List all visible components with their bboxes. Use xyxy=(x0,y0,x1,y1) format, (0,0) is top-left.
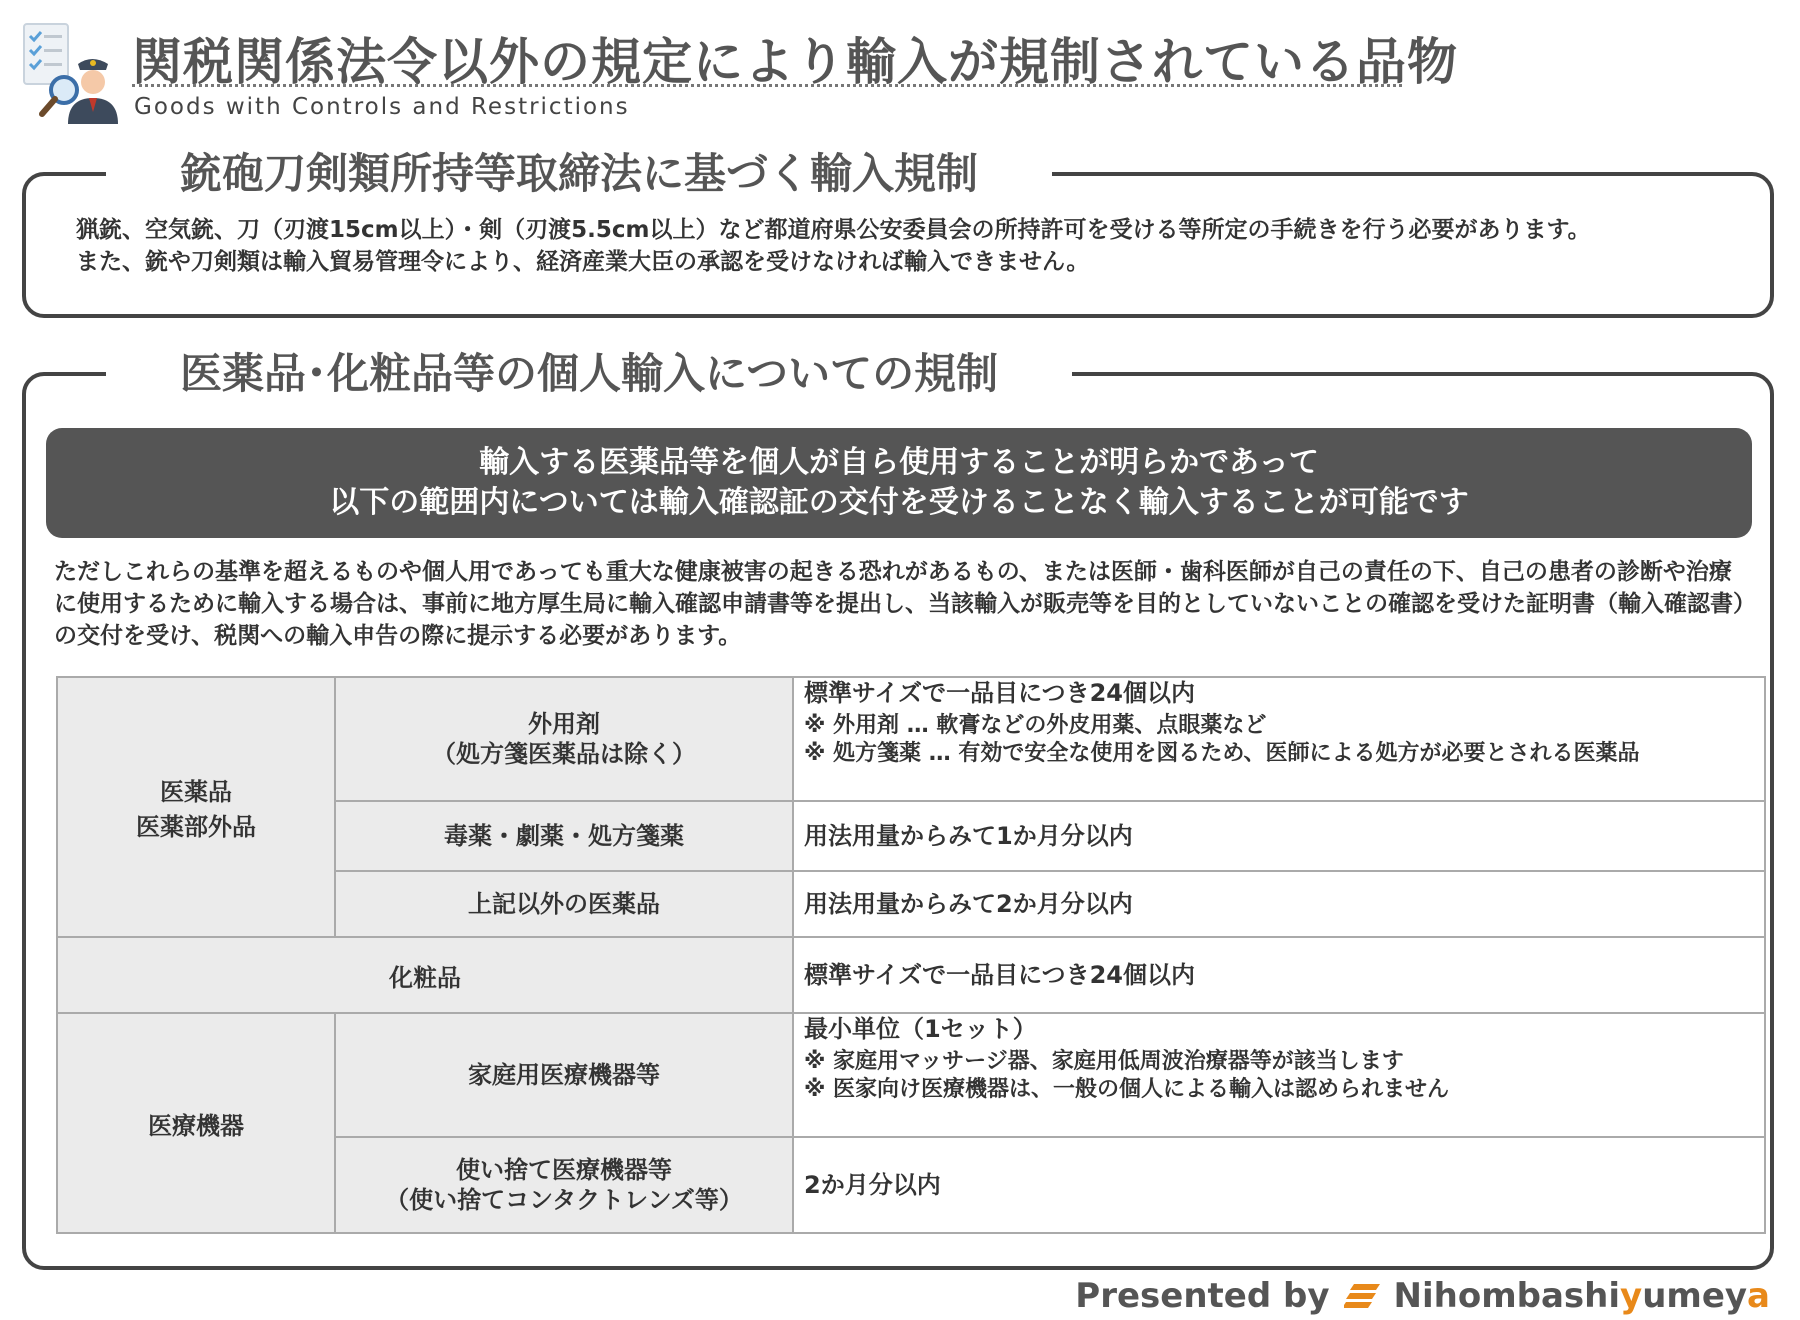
subcategory-external xyxy=(335,677,793,801)
limit-note: ※ 外用剤 … 軟膏などの外皮用薬、点眼薬など xyxy=(804,713,1267,738)
limit-notes xyxy=(804,712,1754,768)
table-row xyxy=(57,677,1765,801)
brand-name-part: umey xyxy=(1642,1276,1748,1316)
limit-note: ※ 医家向け医療機器は、一般の個人による輸入は認められません xyxy=(804,1077,1450,1102)
subcategory-label: （処方箋医薬品は除く） xyxy=(432,740,696,768)
limit-note: ※ 処方箋薬 … 有効で安全な使用を図るため、医師による処方が必要とされる医薬品 xyxy=(804,741,1640,766)
limit-external xyxy=(793,677,1765,801)
page-subtitle: Goods with Controls and Restrictions xyxy=(134,94,630,120)
limit-other-pharma: 用法用量からみて2か月分以内 xyxy=(793,871,1765,937)
title-divider xyxy=(132,84,1402,87)
subcategory-other-pharma: 上記以外の医薬品 xyxy=(335,871,793,937)
limit-cosmetics: 標準サイズで一品目につき24個以内 xyxy=(793,937,1765,1013)
brand-name-highlight: a xyxy=(1747,1276,1770,1316)
limit-value: 最小単位（1セット） xyxy=(804,1015,1037,1043)
category-devices: 医療機器 xyxy=(57,1013,335,1233)
subcategory-label: 外用剤 xyxy=(528,710,600,738)
limit-home-device xyxy=(793,1013,1765,1137)
limit-notes xyxy=(804,1048,1754,1104)
brand-name-highlight: y xyxy=(1620,1276,1643,1316)
firearms-section-text xyxy=(76,214,1736,278)
category-pharma xyxy=(57,677,335,937)
subcategory-disposable xyxy=(335,1137,793,1233)
pharma-section xyxy=(22,349,1774,1270)
brand-name-part: Nihombashi xyxy=(1393,1276,1621,1316)
category-cosmetics: 化粧品 xyxy=(57,937,793,1013)
firearms-section-heading: 銃砲刀剣類所持等取締法に基づく輸入規制 xyxy=(106,146,1052,202)
pharma-banner xyxy=(46,428,1752,538)
subcategory-home-device: 家庭用医療機器等 xyxy=(335,1013,793,1137)
limit-disposable: 2か月分以内 xyxy=(793,1137,1765,1233)
category-label: 医薬品 xyxy=(160,778,232,806)
banner-line: 以下の範囲内については輸入確認証の交付を受けることなく輸入することが可能です xyxy=(329,485,1469,520)
subcategory-poison: 毒薬・劇薬・処方箋薬 xyxy=(335,801,793,871)
brand-name xyxy=(1394,1276,1770,1316)
presented-by-label: Presented by xyxy=(1075,1276,1330,1316)
limit-poison: 用法用量からみて1か月分以内 xyxy=(793,801,1765,871)
stripes-logo-icon xyxy=(1344,1280,1384,1312)
subcategory-label: 使い捨て医療機器等 xyxy=(456,1156,672,1184)
page-title: 関税関係法令以外の規定により輸入が規制されている品物 xyxy=(132,33,1458,91)
limit-value: 標準サイズで一品目につき24個以内 xyxy=(804,679,1195,707)
firearms-section xyxy=(22,149,1774,318)
page-header xyxy=(20,14,1458,124)
pharma-note: ただしこれらの基準を超えるものや個人用であっても重大な健康被害の起きる恐れがあるもの、または医師・歯科医師が自己の責任の下、自己の患者の診断や治療に使用するために輸入する場合は、事前に地方厚生局に輸入確認申請書等を提出し、当該輸入が販売等を目的としていないことの確認を受けた証明書（輸入確認書）の交付を受け、税関への輸入申告の際に提示する必要があります。 xyxy=(54,559,1745,649)
presented-by-footer xyxy=(1075,1276,1770,1316)
customs-officer-checklist-icon xyxy=(20,20,128,128)
category-label: 医薬部外品 xyxy=(136,813,256,841)
banner-line: 輸入する医薬品等を個人が自ら使用することが明らかであって xyxy=(479,445,1319,480)
table-row xyxy=(57,937,1765,1013)
firearms-text-line: また、銃や刀剣類は輸入貿易管理令により、経済産業大臣の承認を受けなければ輸入できません。 xyxy=(76,249,1090,275)
import-limits-table xyxy=(56,676,1766,1234)
firearms-text-line: 猟銃、空気銃、刀（刃渡15cm以上）・剣（刃渡5.5cm以上）など都道府県公安委員会の所持許可を受ける等所定の手続きを行う必要があります。 xyxy=(76,217,1591,243)
subcategory-label: （使い捨てコンタクトレンズ等） xyxy=(385,1186,743,1214)
pharma-section-heading: 医薬品･化粧品等の個人輸入についての規制 xyxy=(106,346,1072,402)
table-row xyxy=(57,1013,1765,1137)
limit-note: ※ 家庭用マッサージ器、家庭用低周波治療器等が該当します xyxy=(804,1049,1404,1074)
